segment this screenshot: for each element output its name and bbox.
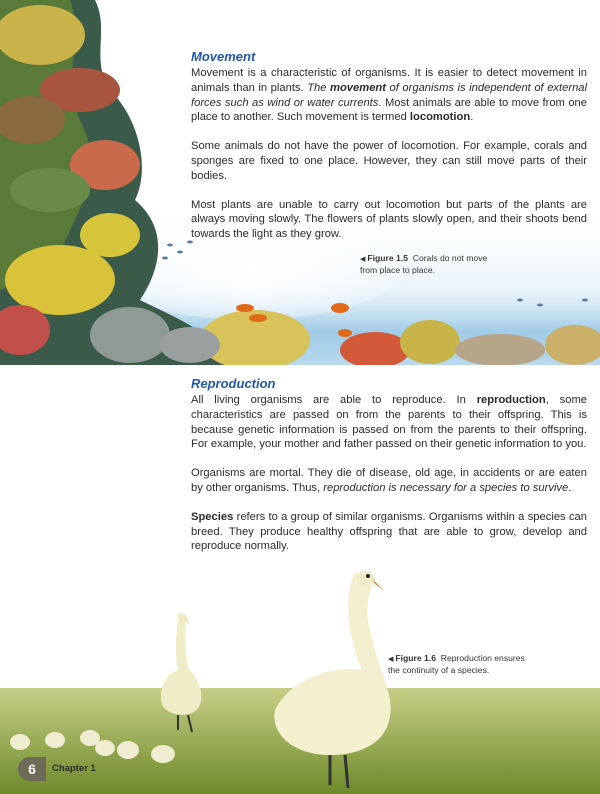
figure-1-5-caption bbox=[360, 253, 487, 276]
text-run: . bbox=[470, 111, 474, 124]
text-run: . Most animals are able to move from one place to another. Such movement is termed bbox=[191, 96, 587, 124]
movement-heading: Movement bbox=[191, 49, 256, 64]
text-run: reproduction is necessary for a species to survive bbox=[323, 481, 569, 494]
reproduction-paragraph-1 bbox=[191, 393, 587, 452]
reproduction-paragraph-3 bbox=[191, 510, 587, 554]
text-run: Organisms are mortal. They die of disease, old age, in accidents or are eaten by other organisms. Thus, bbox=[191, 467, 587, 494]
movement-paragraph-1 bbox=[191, 66, 587, 125]
movement-section bbox=[191, 49, 587, 256]
text-run: locomotion bbox=[409, 111, 471, 124]
caption-line-2: from place to place. bbox=[360, 265, 435, 275]
caption-arrow-icon: ◀ bbox=[388, 656, 394, 663]
text-run: , some characteristics are passed on from the parents to their offspring. This is because genetic information is passed on from the parents to their offspring. For example, your mother and father passed on their genetic information to you. bbox=[191, 394, 587, 451]
text-run: Species bbox=[191, 510, 234, 523]
caption-arrow-icon: ◀ bbox=[360, 256, 366, 263]
text-run: refers to a group of similar organisms. Organisms within a species can breed. They produce healthy offspring that are able to grow, develop and reproduce normally. bbox=[191, 510, 587, 553]
text-run: reproduction bbox=[476, 394, 546, 406]
text-run: . bbox=[568, 481, 572, 494]
figure-label: Figure 1.6 bbox=[395, 653, 436, 663]
chapter-label: Chapter 1 bbox=[52, 763, 96, 774]
text-run: All living organisms are able to reproduce. In bbox=[191, 394, 477, 406]
reproduction-heading: Reproduction bbox=[191, 376, 276, 391]
movement-paragraph-2: Some animals do not have the power of locomotion. For example, corals and sponges are fixed to one place. However, they can still move parts of their bodies. bbox=[191, 140, 587, 182]
caption-line-1: Reproduction ensures bbox=[440, 653, 525, 663]
swans-photo bbox=[0, 560, 600, 794]
movement-paragraph-3: Most plants are unable to carry out locomotion but parts of the plants are always moving slowly. The flowers of plants slowly open, and their shoots bend towards the light as they grow. bbox=[191, 198, 587, 241]
caption-line-1: Corals do not move bbox=[412, 253, 488, 263]
text-run: movement bbox=[330, 81, 386, 94]
figure-label: Figure 1.5 bbox=[367, 253, 408, 263]
reproduction-paragraph-2 bbox=[191, 466, 587, 496]
figure-1-6-caption bbox=[388, 653, 525, 676]
reproduction-section bbox=[191, 376, 587, 568]
text-run: Movement is a characteristic of organisms. It is easier to detect movement in animals than in plants. bbox=[191, 67, 587, 94]
text-run: The bbox=[307, 81, 331, 94]
page-number: 6 bbox=[18, 757, 46, 781]
caption-line-2: the continuity of a species. bbox=[388, 665, 490, 675]
text-run: of organisms is independent of external forces such as wind or water currents bbox=[191, 81, 587, 109]
